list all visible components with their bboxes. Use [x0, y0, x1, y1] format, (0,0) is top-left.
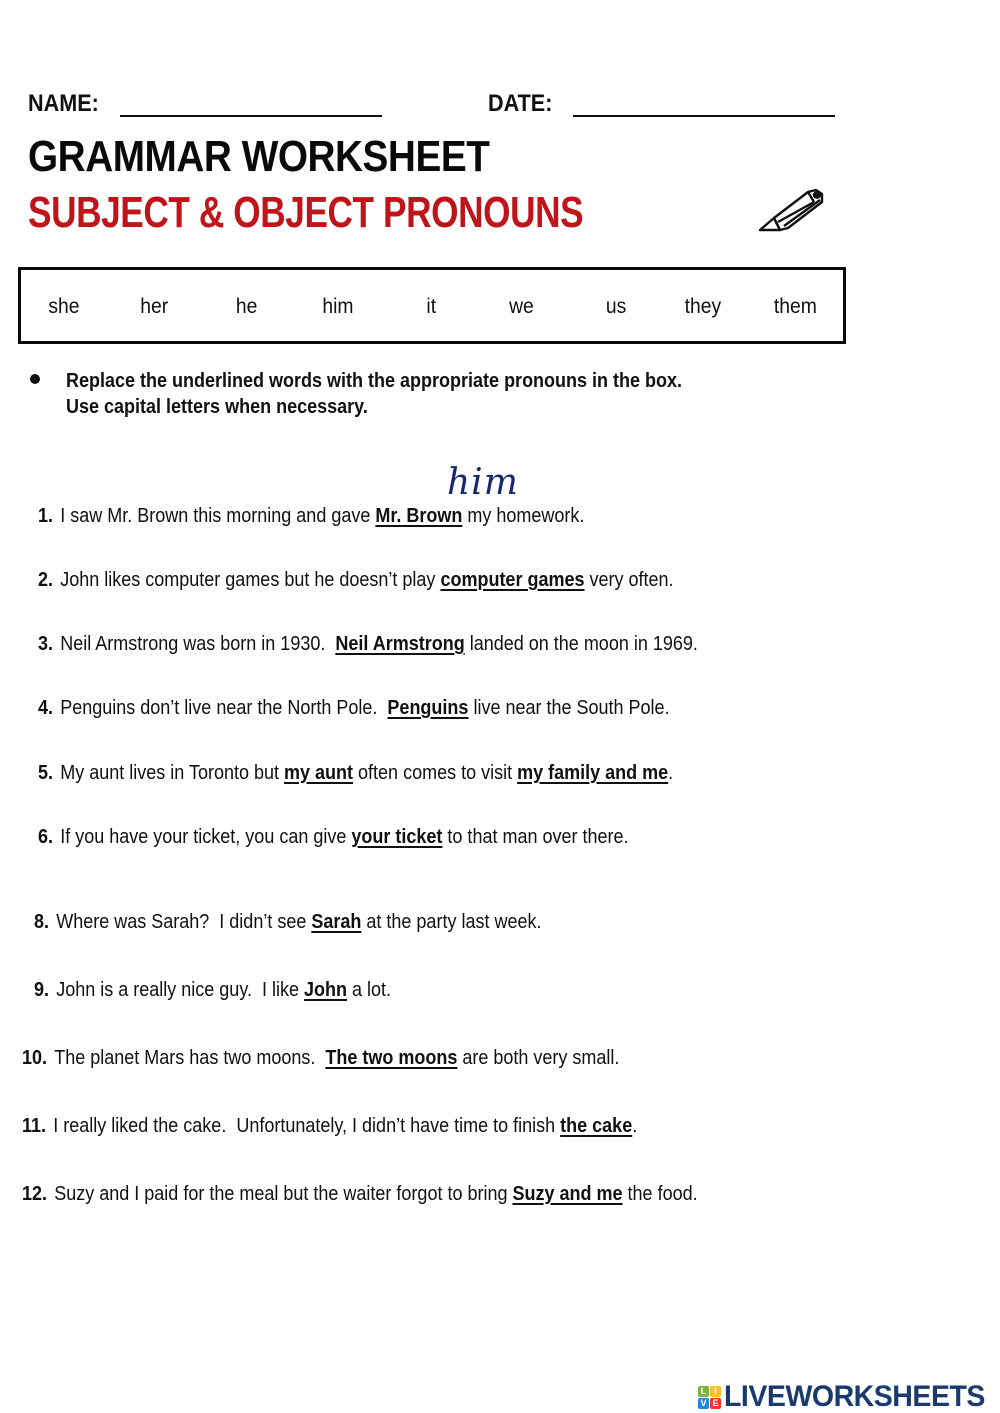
logo-text: LIVEWORKSHEETS: [724, 1380, 985, 1413]
question-10: 10. The planet Mars has two moons. The two moons are both very small.: [22, 1047, 620, 1069]
underlined-phrase: Suzy and me: [512, 1183, 623, 1205]
word-we: we: [509, 295, 534, 318]
instructions: [66, 368, 682, 420]
word-us: us: [605, 295, 627, 318]
name-label-text: NAME:: [28, 90, 99, 117]
underlined-phrase: Mr. Brown: [375, 505, 463, 527]
word-she: she: [48, 295, 80, 318]
answer-input-q1[interactable]: him: [447, 462, 519, 503]
word-they: they: [684, 295, 722, 318]
question-5: 5. My aunt lives in Toronto but my aunt often comes to visit my family and me.: [38, 762, 674, 784]
instructions-line-1: Replace the underlined words with the appropriate pronouns in the box.: [66, 370, 683, 392]
word-them: them: [773, 295, 817, 318]
bullet-icon: [30, 374, 40, 384]
word-her: her: [140, 295, 169, 318]
pronoun-word-box: [18, 267, 846, 344]
word-it: it: [426, 295, 437, 318]
question-11: 11. I really liked the cake. Unfortunately, I didn’t have time to finish the cake.: [22, 1115, 638, 1137]
date-label: [488, 90, 560, 118]
liveworksheets-logo[interactable]: [698, 1380, 999, 1413]
name-label: [28, 90, 107, 118]
underlined-phrase: John: [304, 979, 348, 1001]
underlined-phrase: computer games: [440, 569, 585, 591]
word-him: him: [322, 295, 354, 318]
date-label-text: DATE:: [488, 90, 553, 117]
underlined-phrase: Penguins: [387, 697, 469, 719]
live-tiles-icon: L I V E: [698, 1386, 721, 1409]
question-4: 4. Penguins don’t live near the North Pole. Penguins live near the South Pole.: [38, 697, 670, 719]
underlined-phrase: my family and me: [517, 762, 669, 784]
word-he: he: [235, 295, 258, 318]
underlined-phrase: the cake: [560, 1115, 633, 1137]
worksheet-title: GRAMMAR WORKSHEET: [28, 132, 490, 181]
name-blank-line: [120, 115, 382, 117]
question-9: 9. John is a really nice guy. I like John a lot.: [34, 979, 392, 1001]
pencil-icon: [756, 180, 828, 234]
underlined-phrase: Neil Armstrong: [335, 633, 465, 655]
underlined-phrase: my aunt: [284, 762, 354, 784]
date-blank-line: [573, 115, 835, 117]
worksheet-subtitle: SUBJECT & OBJECT PRONOUNS: [28, 188, 584, 237]
question-3: 3. Neil Armstrong was born in 1930. Neil Armstrong landed on the moon in 1969.: [38, 633, 698, 655]
question-12: 12. Suzy and I paid for the meal but the waiter forgot to bring Suzy and me the food.: [22, 1183, 698, 1205]
question-1: 1. I saw Mr. Brown this morning and gave Mr. Brown my homework.: [38, 505, 585, 527]
instructions-line-2: Use capital letters when necessary.: [66, 396, 368, 418]
question-8: 8. Where was Sarah? I didn’t see Sarah at the party last week.: [34, 911, 542, 933]
underlined-phrase: your ticket: [351, 826, 443, 848]
underlined-phrase: The two moons: [325, 1047, 458, 1069]
question-2: 2. John likes computer games but he doesn’t play computer games very often.: [38, 569, 674, 591]
question-6: 6. If you have your ticket, you can give your ticket to that man over there.: [38, 826, 629, 848]
underlined-phrase: Sarah: [311, 911, 362, 933]
